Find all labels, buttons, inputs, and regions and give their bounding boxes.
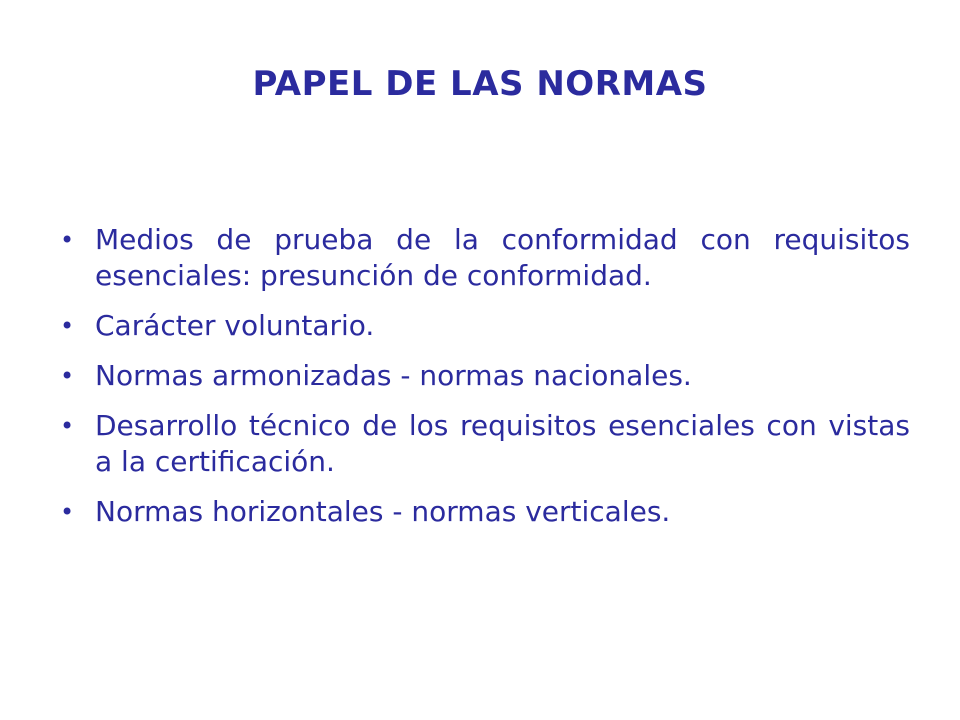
bullet-icon: •	[60, 362, 75, 390]
bullet-text: Normas horizontales - normas verticales.	[95, 495, 671, 528]
bullet-text: Desarrollo técnico de los requisitos esenciales con vistas a la certificación.	[95, 409, 910, 478]
bullet-text: Normas armonizadas - normas nacionales.	[95, 359, 692, 392]
bullet-icon: •	[60, 498, 75, 526]
bullet-icon: •	[60, 312, 75, 340]
bullet-item	[60, 358, 910, 394]
bullet-text: Medios de prueba de la conformidad con requisitos esenciales: presunción de conformidad.	[95, 223, 910, 292]
bullet-item	[60, 494, 910, 530]
bullet-icon: •	[60, 412, 75, 440]
bullet-item	[60, 408, 910, 480]
bullet-icon: •	[60, 226, 75, 254]
bullet-text: Carácter voluntario.	[95, 309, 375, 342]
bullet-list	[60, 222, 910, 544]
bullet-item	[60, 222, 910, 294]
slide-title: PAPEL DE LAS NORMAS	[252, 64, 708, 104]
bullet-item	[60, 308, 910, 344]
